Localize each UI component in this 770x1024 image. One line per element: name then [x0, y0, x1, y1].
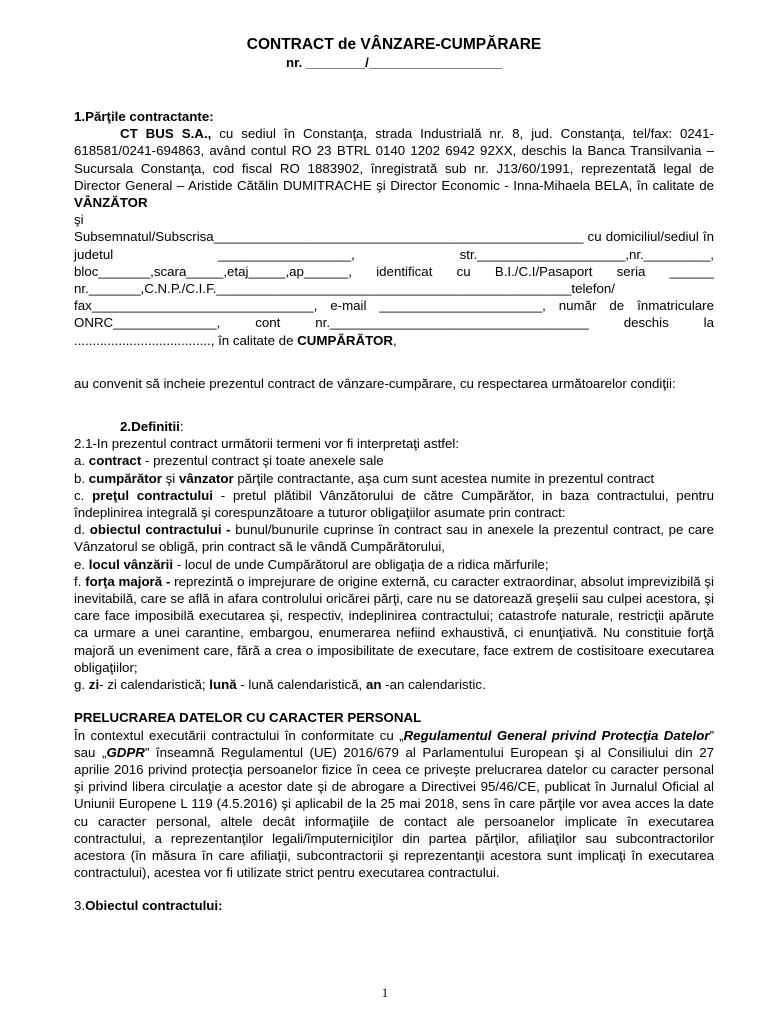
definitions-heading-colon: : [179, 419, 184, 435]
definition-prefix: b. [74, 470, 89, 486]
definition-term: preţul contractului [92, 487, 213, 503]
spacer [74, 881, 714, 897]
definitions-heading-text: 2.Definitii [120, 419, 180, 435]
definition-item [74, 573, 714, 676]
definition-text: - zi calendaristică; [99, 677, 210, 693]
definition-text: bunul/bunurile cuprinse în contract sau in anexele la prezentul contract, pe care Vânzatorul se obligă, prin contract să le vândă Cumpărătorului, [74, 522, 714, 555]
definition-item [74, 487, 714, 521]
definitions-intro: 2.1-In prezentul contract următorii termeni vor fi interpretaţi astfel: [74, 436, 460, 452]
gdpr-text: ” înseamnă Regulamentul (UE) 2016/679 al Parlamentului European şi al Consiliului din 27 aprilie 2016 privind protecţia persoanelor fizice în ceea ce priveşte prelucrarea datelor cu caracter personal şi privind libera circulaţie a acestor date şi de abrogare a Directivei 95/46/CE, publicat în Jurnalul Oficial al Uniunii Europene L 119 (4.5.2016) şi aplicabil de la 25 mai 2018, sens în care părţile vor avea acces la date cu caracter personal, altele decât informaţiile de contact ale persoanelor implicate în executarea contractului, a reprezentanţilor legali/împuterniciţilor din partea părţilor, afiliaţilor sau subcontractorilor acestora (în măsura în care afiliaţii, subcontractorii şi reprezentanţii acestora sunt implicaţi în executarea contractului), acestea vor fi utilizate strict pentru executarea contractului. [74, 744, 715, 881]
section-heading-object [74, 897, 714, 914]
definition-prefix: a. [74, 453, 89, 469]
gdpr-text: În contextul executării contractului în conformitate cu „ [74, 727, 404, 743]
definition-item [74, 452, 714, 469]
gdpr-abbreviation: GDPR [106, 744, 145, 760]
definition-item [74, 556, 714, 573]
seller-details: cu sediul în Constanţa, strada Industrială nr. 8, jud. Constanţa, tel/fax: 0241-618581/0241-694863, având contul RO 23 BTRL 0140 1202 6942 92XX, deschis la Banca Transilvania – Sucursala Constanţa, cod fiscal RO 1883902, înregistrată sub nr. J13/60/1991, reprezentată legal de Director General – Aristide Cătălin DUMITRACHE şi Director Economic - Inna-Mihaela BELA, în calitate de [74, 126, 714, 193]
definition-prefix: c. [74, 487, 93, 503]
definition-term: forţa majoră - [85, 573, 171, 589]
contract-number-line: nr. ________/__________________ [286, 55, 502, 70]
definition-text: reprezintă o imprejurare de origine externă, cu caracter extraordinar, absolut imprevizibilă şi inevitabilă, care se află in afara controlului oricărei părţi, care nu se datorează greşelii sau culpei acestora, şi care face imposibilă executarea şi, respectiv, indeplinirea contractului; catastrofe naturale, restricţii apărute ca urmare a unei carantine, embargou, enumerarea nefiind exhaustivă, ci enunţiativă. Nu constituie forţă majoră un eveniment care, fără a crea o imposibilitate de executare, face extrem de costisitoare executarea obligaţiilor; [74, 573, 714, 675]
section-heading-gdpr: PRELUCRAREA DATELOR CU CARACTER PERSONAL [74, 710, 422, 726]
definition-term: cumpărător [88, 470, 162, 486]
seller-paragraph [74, 125, 714, 211]
definition-text: - prezentul contract şi toate anexele sale [141, 453, 384, 469]
spacer [74, 349, 714, 365]
buyer-details-form: Subsemnatul/Subscrisa__________________________________________________ cu domiciliul/sediul în judetul __________________, str.____________________,nr._________, bloc_______,scara_____,etaj_____,ap______, identificat cu B.I./C.I/Pasaport seria ______ nr._______,C.N.P./C.I.F.________________________________________________telefon/ fax______________________________, e-mail ______________________, număr de înmatriculare ONRC______________, cont nr.___________________________________ deschis la ....................................., în calitate de [74, 229, 714, 348]
spacer [74, 408, 714, 418]
agreement-paragraph: au convenit să incheie prezentul contract de vânzare-cumpărare, cu respectarea următoarelor condiţii: [74, 375, 676, 391]
seller-role: VÂNZĂTOR [74, 195, 148, 211]
definition-text: - pretul plătibil Vânzătorului de către Cumpărător, in baza contractului, pentru îndeplinirea integrală şi corespunzătoare a tuturor obligaţiilor asumate prin contract: [74, 487, 714, 521]
definition-term: locul vânzării [88, 556, 174, 572]
section-parties [74, 108, 714, 349]
section-number: 3. [74, 898, 86, 914]
definition-item [74, 521, 714, 555]
definition-text: părţile contractante, aşa cum sunt acestea numite in prezentul contract [233, 470, 655, 486]
definition-term: lună [209, 677, 237, 693]
buyer-role: CUMPĂRĂTOR [297, 332, 393, 348]
conjunction-and: şi [74, 212, 84, 228]
definition-prefix: f. [74, 573, 86, 589]
buyer-end: , [392, 332, 397, 348]
definition-item-time-units [74, 676, 714, 693]
definition-term: zi [88, 677, 100, 693]
buyer-paragraph [74, 228, 714, 348]
gdpr-paragraph [74, 727, 714, 882]
gdpr-regulation-name: Regulamentul General privind Protecţia Datelor [403, 727, 710, 743]
definition-prefix: e. [74, 556, 89, 572]
definition-conjunction: şi [161, 470, 179, 486]
spacer [74, 392, 714, 408]
definition-term: an [365, 677, 382, 693]
seller-name: CT BUS S.A., [120, 126, 212, 142]
definition-prefix: g. [74, 677, 89, 693]
section-gdpr [74, 709, 714, 881]
definition-item [74, 470, 714, 487]
spacer [74, 693, 714, 709]
gdpr-text: ” sau „ [74, 727, 714, 760]
definition-text: -an calendaristic. [381, 677, 486, 693]
definition-term: vânzator [178, 470, 234, 486]
section-heading-parties: 1.Părţile contractante: [74, 109, 214, 124]
section-definitions [74, 418, 714, 693]
definition-term: obiectul contractului - [89, 522, 231, 538]
section-heading-definitions [74, 418, 714, 435]
page-number: 1 [381, 985, 389, 1000]
definition-text: - locul de unde Cumpărătorul are obligaţia de a ridica mărfurile; [173, 556, 549, 572]
definition-prefix: d. [74, 522, 90, 538]
document-title: CONTRACT de VÂNZARE-CUMPĂRARE [246, 36, 542, 53]
section-heading-text: Obiectul contractului: [85, 898, 223, 914]
spacer [74, 365, 714, 375]
definition-term: contract [88, 453, 142, 469]
definition-text: - lună calendaristică, [236, 677, 366, 693]
